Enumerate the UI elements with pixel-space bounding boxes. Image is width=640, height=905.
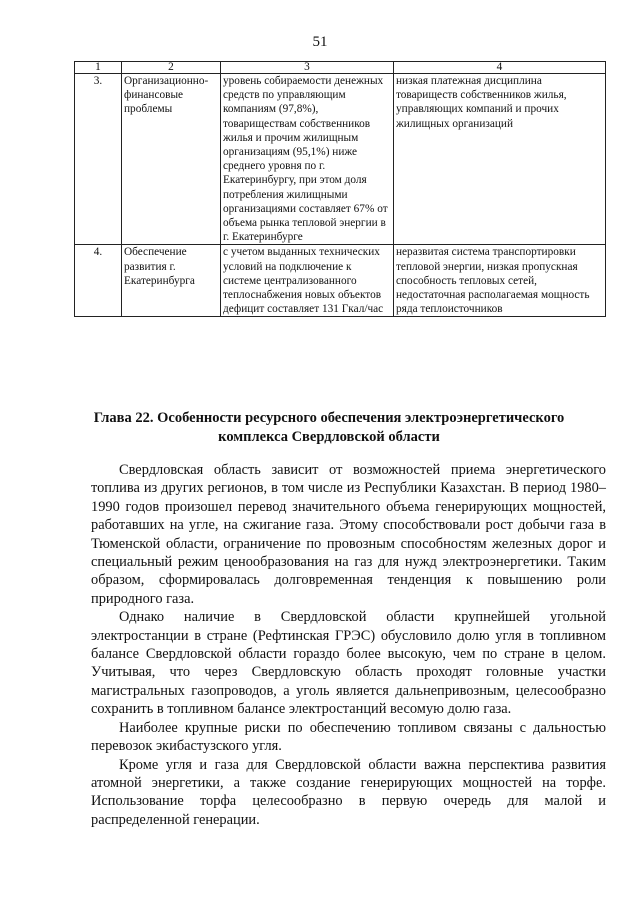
body-text	[91, 461, 606, 829]
problem-description: с учетом выданных технических условий на подключение к системе централизованного теплоснабжения новых объектов дефицит составляет 131 Гкал/час	[221, 245, 394, 317]
problem-category: Обеспечение развития г. Екатеринбурга	[122, 245, 221, 317]
problem-category: Организационно-финансовые проблемы	[122, 74, 221, 245]
row-number: 4.	[75, 245, 122, 317]
problem-description: уровень собираемости денежных средств по управляющим компаниям (97,8%), товариществам собственников жилья и прочим жилищным организациям (95,1%) ниже среднего уровня по г. Екатеринбургу, при этом доля потребления жилищными организациями составляет 67% от объема рынка тепловой энергии в г. Екатеринбурге	[221, 74, 394, 245]
problem-cause: неразвитая система транспортировки тепловой энергии, низкая пропускная способность тепловых сетей, недостаточная располагаемая мощность ряда теплоисточников	[394, 245, 606, 317]
row-number: 3.	[75, 74, 122, 245]
column-header: 3	[221, 62, 394, 74]
column-header: 1	[75, 62, 122, 74]
paragraph: Однако наличие в Свердловской области крупнейшей угольной электростанции в стране (Рефтинская ГРЭС) обусловило долю угля в топливном балансе Свердловской области гораздо более высокую, чем по стране в целом. Учитывая, что через Свердловскую область проходят головные участки магистральных газопроводов, а уголь является дальнепривозным, целесообразно сохранить в топливном балансе электростанций весомую долю газа.	[91, 609, 606, 718]
problems-table	[74, 61, 606, 317]
problem-cause: низкая платежная дисциплина товариществ собственников жилья, управляющих компаний и прочих жилищных организаций	[394, 74, 606, 245]
page-number: 51	[312, 34, 328, 50]
table-row	[75, 245, 606, 317]
column-header: 4	[394, 62, 606, 74]
paragraph: Свердловская область зависит от возможностей приема энергетического топлива из других регионов, в том числе из Республики Казахстан. В период 1980–1990 годов произошел перевод значительного объема генерирующих мощностей, работавших на угле, на сжигание газа. Этому способствовали рост добычи газа в Тюменской области, ограничение по провозным способностям железных дорог и специальный режим ценообразования на газ для нужд электроэнергетики. Таким образом, сформировалась долговременная тенденция к повышению роли природного газа.	[91, 462, 606, 607]
paragraph: Кроме угля и газа для Свердловской области важна перспектива развития атомной энергетики, а также создание генерирующих мощностей на торфе. Использование торфа целесообразно в первую очередь для малой и распределенной генерации.	[91, 756, 606, 828]
table-row	[75, 74, 606, 245]
table-header-row	[75, 62, 606, 74]
chapter-title: Глава 22. Особенности ресурсного обеспечения электроэнергетического комплекса Свердловской области	[93, 410, 565, 445]
paragraph: Наиболее крупные риски по обеспечению топливом связаны с дальностью перевозок экибастузского угля.	[91, 719, 606, 755]
column-header: 2	[122, 62, 221, 74]
